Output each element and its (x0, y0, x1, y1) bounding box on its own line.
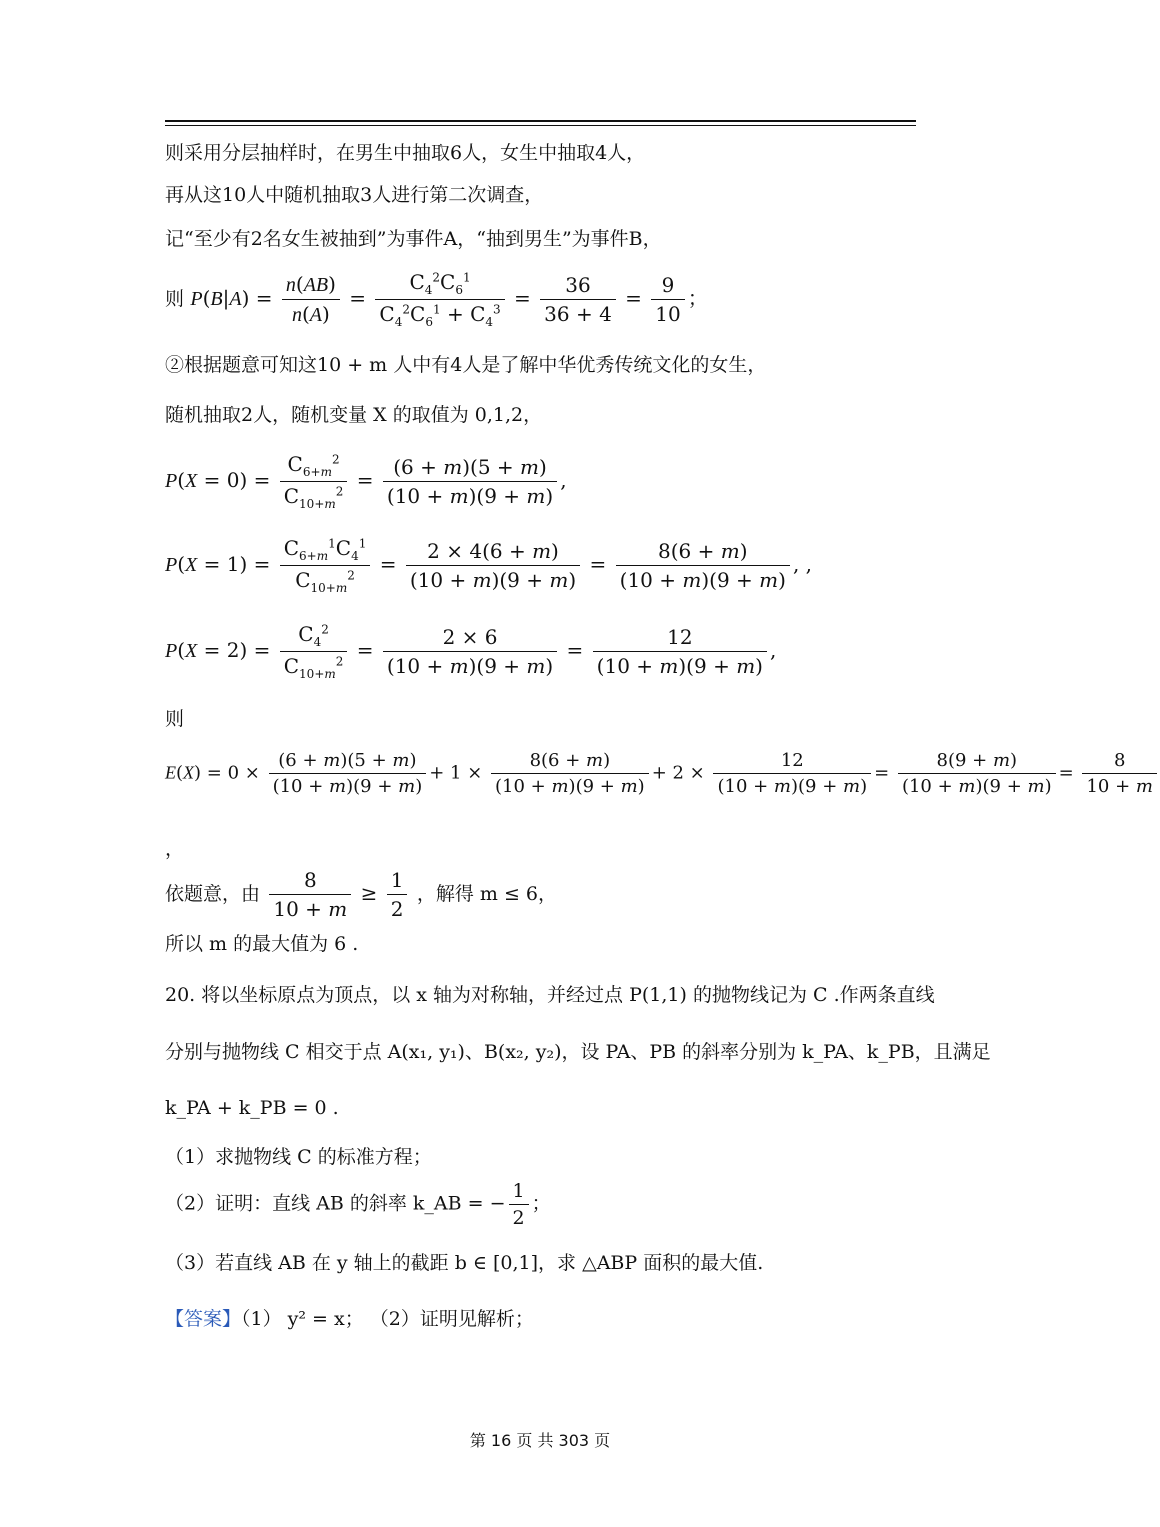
text-line-1: 则采用分层抽样时，在男生中抽取6人，女生中抽取4人， (165, 142, 646, 164)
formula-conditional-probability: 则 P(B|A) = $\frac{n(AB)}{n(A)}$ = $\frac{C_4^2C_6^1}{C_4^2C_6^1 + C_4^3}$ = $\frac{36}{36 + 4}$ = $\frac{9}{10}$ ； (165, 270, 708, 329)
inequality-suffix: ，解得 m ≤ 6， (416, 883, 557, 905)
question-part-2-text: （2）证明：直线 AB 的斜率 k_AB = − (165, 1192, 506, 1215)
question-20-line-2: 分别与抛物线 C 相交于点 A(x₁, y₁)、B(x₂, y₂)，设 PA、PB 的斜率分别为 k_PA、k_PB，且满足 (165, 1041, 991, 1063)
header-rule-top (165, 120, 916, 122)
inequality-prefix: 依题意，由 (165, 883, 261, 905)
question-part-3: （3）若直线 AB 在 y 轴上的截距 b ∈ [0,1]，求 △ABP 面积的最大值. (165, 1252, 764, 1274)
formula-p-x2: P(X = 2) = $\frac{C_4^2}{C_{10+m}^2}$ = $\frac{2 \times 6}{(10 + m)(9 + m)}$ = $\frac{12}{(10 + m)(9 + m)}$ , (165, 622, 777, 681)
formula-p-x0: P(X = 0) = $\frac{C_{6+m}^2}{C_{10+m}^2}$ = $\frac{(6 + m)(5 + m)}{(10 + m)(9 + m)}$ , (165, 452, 567, 511)
question-part-2: （2）证明：直线 AB 的斜率 k_AB = − $\frac{1}{2}$ ； (165, 1180, 551, 1229)
page-footer: 第 16 页 共 303 页 (469, 1431, 611, 1450)
formula-prefix: 则 (165, 288, 185, 310)
text-line-6: 随机抽取2人，随机变量 X 的取值为 0,1,2， (165, 404, 543, 426)
text-line-8: ， (165, 838, 185, 860)
question-20-line-1: 20. 将以坐标原点为顶点，以 x 轴为对称轴，并经过点 P(1,1) 的抛物线记为 C .作两条直线 (165, 984, 935, 1006)
header-rule-bottom (165, 125, 916, 126)
text-line-10: 所以 m 的最大值为 6 . (165, 933, 359, 955)
formula-expectation: E(X) = 0 × $\frac{(6 + m)(5 + m)}{(10 + m)(9 + m)}$ + 1 × $\frac{8(6 + m)}{(10 + m)(9 + m)}$ + 2 × $\frac{12}{(10 + m)(9 + m)}$ = $\frac{8(9 + m)}{(10 + m)(9 + m)}$ = $\frac{8}{10 + m}$ (165, 750, 1160, 797)
text-line-3: 记“至少有2名女生被抽到”为事件A，“抽到男生”为事件B， (165, 228, 662, 250)
question-20-line-3: k_PA + k_PB = 0 . (165, 1097, 339, 1119)
formula-inequality: 依题意，由 $\frac{8}{10 + m}$ ≥ $\frac{1}{2}$ ，解得 m ≤ 6， (165, 868, 557, 921)
text-line-7: 则 (165, 708, 185, 730)
text-line-5: ②根据题意可知这10 + m 人中有4人是了解中华优秀传统文化的女生， (165, 354, 767, 376)
answer-text: （1） y² = x； （2）证明见解析； (241, 1308, 534, 1330)
formula-p-x1: P(X = 1) = $\frac{C_{6+m}^1C_4^1}{C_{10+m}^2}$ = $\frac{2 \times 4(6 + m)}{(10 + m)(9 + m)}$ = $\frac{8(6 + m)}{(10 + m)(9 + m)}$ , , (165, 536, 813, 595)
answer-tag: 【答案】 (165, 1308, 242, 1330)
answer-line (165, 1306, 534, 1332)
question-part-1: （1）求抛物线 C 的标准方程； (165, 1146, 432, 1168)
text-line-2: 再从这10人中随机抽取3人进行第二次调查， (165, 184, 544, 206)
